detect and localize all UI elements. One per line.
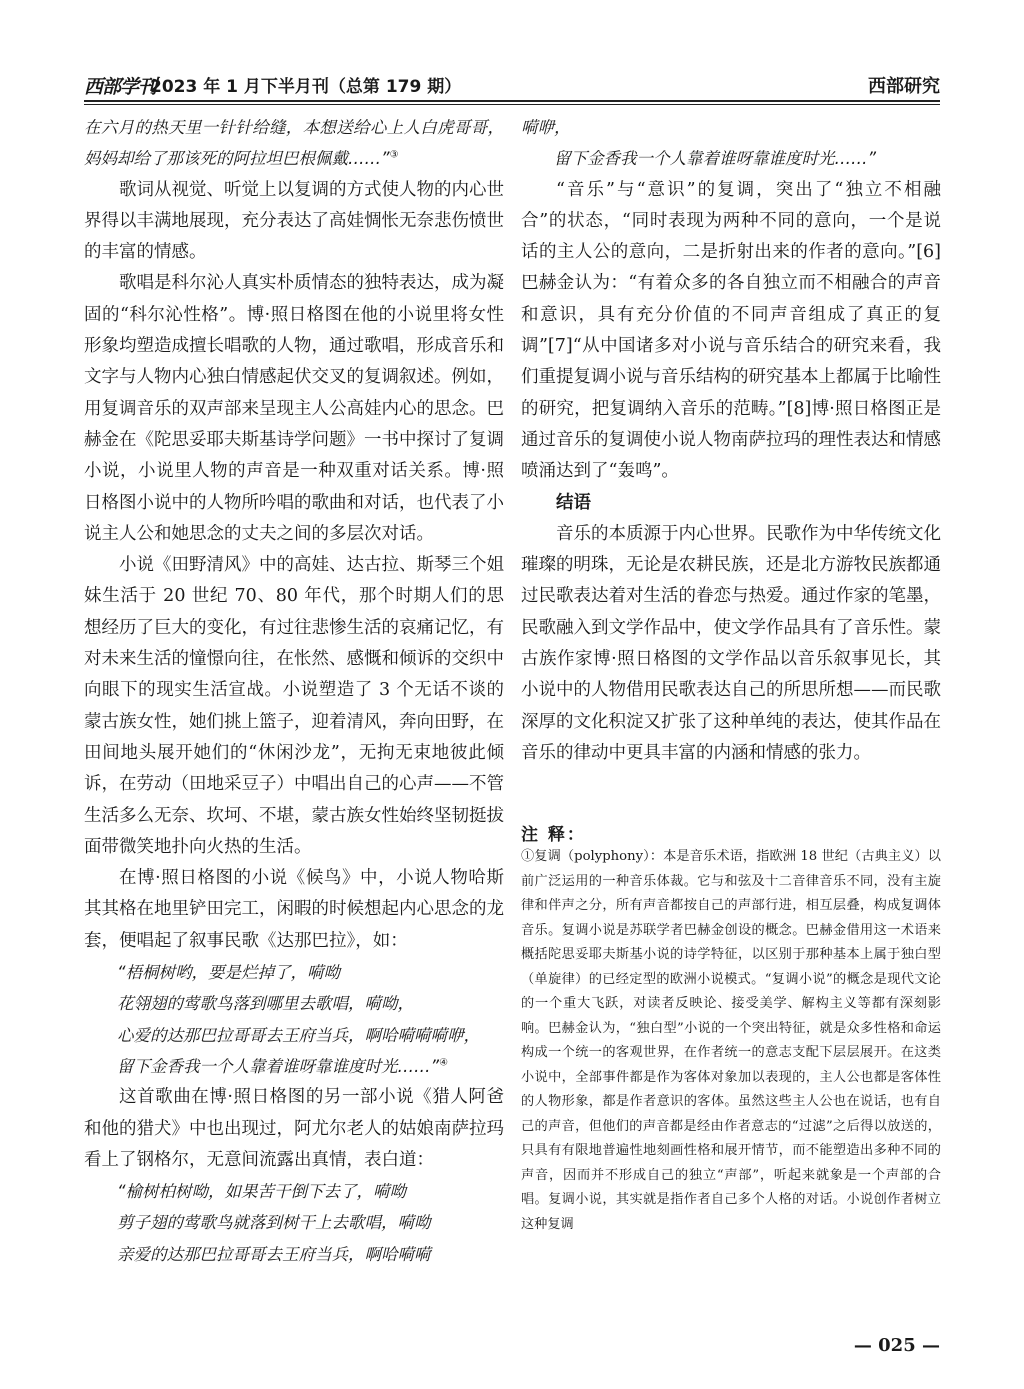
song-line [84,957,504,988]
text: 嗬咿， [521,118,571,137]
text: “音乐”与“意识”的复调，突出了“独立不相融合”的状态，“同时表现为两种不同的意向，一个是说话的主人公的意向，二是折射出来的作者的意向。”[6]巴赫金认为：“有着众多的各自独立而不相融合的声音和意识，具有充分价值的不同声音组成了真正的复调”[7]“从中国诸多对小说与音乐结合的研究来看，我们重提复调小说与音乐结构的研究基本上都属于比喻性的研究，把复调纳入音乐的范畴。”[8]博·照日格图正是通过音乐的复调使小说人物南萨拉玛的理性表达和情感喷涌达到了“轰鸣”。 [521,179,941,482]
song-line [84,1020,504,1051]
issue-info: 2023 年 1 月下半月刊（总第 179 期） [150,77,462,97]
note-item: ①复调（polyphony）：本是音乐术语，指欧洲 18 世纪（古典主义）以前广泛运用的一种音乐体裁。它与和弦及十二音律音乐不同，没有主旋律和伴声之分，所有声音都按自己的声部行进，相互层叠，构成复调体音乐。复调小说是苏联学者巴赫金创设的概念。巴赫金借用这一术语来概括陀思妥耶夫斯基小说的诗学特征，以区别于那种基本上属于独白型（单旋律）的已经定型的欧洲小说模式。“复调小说”的概念是现代文论的一个重大飞跃，对读者反映论、接受美学、解构主义等都有深刻影响。巴赫金认为，“独白型”小说的一个突出特征，就是众多性格和命运构成一个统一的客观世界，在作者统一的意志支配下层层展开。在这类小说中，全部事件都是作为客体对象加以表现的，主人公也都是客体性的人物形象，都是作者意识的客体。虽然这些主人公也在说话，也有自己的声音，但他们的声音都是经由作者意志的“过滤”之后得以放送的，只具有有限地普遍性地刻画性格和展开情节，而不能塑造出多种不同的声音，因而并不形成自己的独立“声部”，听起来就象是一个声部的合唱。复调小说，其实就是指作者自己多个人格的对话。小说创作者树立这种复调 [521,849,941,1232]
section-heading [521,488,941,519]
text: 音乐的本质源于内心世界。民歌作为中华传统文化璀璨的明珠，无论是农耕民族，还是北方游牧民族都通过民歌表达着对生活的眷恋与热爱。通过作家的笔墨，民歌融入到文学作品中，使文学作品具有了音乐性。蒙古族作家博·照日格图的文学作品以音乐叙事见长，其小说中的人物借用民歌表达自己的所思所想——而民歌深厚的文化积淀又扩张了这种单纯的表达，使其作品在音乐的律动中更具丰富的内涵和情感的张力。 [521,523,941,763]
left-column [84,112,504,1270]
page-number: — 025 — [853,1335,940,1356]
song-line [84,1051,504,1082]
text: 留下金香我一个人靠着谁呀靠谁度时光……” [554,149,877,169]
song-line [84,1176,504,1207]
text: 歌词从视觉、听觉上以复调的方式使人物的内心世界得以丰满地展现，充分表达了高娃惆怅无奈悲伤愤世的丰富的情感。 [84,179,504,263]
song-line [521,143,941,174]
song-line [84,1239,504,1270]
paragraph [521,175,941,488]
text: 心爱的达那巴拉哥哥去王府当兵，啊哈嗬嗬嗬咿， [117,1025,480,1045]
header-rule [84,100,940,102]
footnote-marker: ③ [389,149,399,161]
paragraph [521,519,941,769]
text: 在六月的热天里一针针给缝，本想送给心上人白虎哥哥，妈妈却给了那该死的阿拉坦巴根佩戴……” [84,118,504,169]
notes-title: 注 释： [521,825,586,845]
text: 歌唱是科尔沁人真实朴质情态的独特表达，成为凝固的“科尔沁性格”。博·照日格图在他的小说里将女性形象均塑造成擅长唱歌的人物，通过歌唱，形成音乐和文字与人物内心独白情感起伏交叉的复调叙述。例如，用复调音乐的双声部来呈现主人公高娃内心的思念。巴赫金在《陀思妥耶夫斯基诗学问题》一书中探讨了复调小说，小说里人物的声音是一种双重对话关系。博·照日格图小说中的人物所吟唱的歌曲和对话，也代表了小说主人公和她思念的丈夫之间的多层次对话。 [84,273,504,544]
song-line [84,112,504,175]
text: 这首歌曲在博·照日格图的另一部小说《猎人阿爸和他的猎犬》中也出现过，阿尤尔老人的姑娘南萨拉玛看上了钢格尔，无意间流露出真情，表白道： [84,1087,504,1170]
text: 花翎翅的莺歌鸟落到哪里去歌唱，嗬呦， [117,994,414,1014]
right-column [521,112,941,769]
song-line [84,988,504,1019]
text: 小说《田野清风》中的高娃、达古拉、斯琴三个姐妹生活于 20 世纪 70、80 年代，那个时期人们的思想经历了巨大的变化，有过往悲惨生活的哀痛记忆，有对未来生活的憧憬向往，在怅然、感慨和倾诉的交织中向眼下的现实生活宣战。小说塑造了 3 个无话不谈的蒙古族女性，她们挑上篮子，迎着清风，奔向田野，在田间地头展开她们的“休闲沙龙”，无拘无束地彼此倾诉，在劳动（田地采豆子）中唱出自己的心声——不管生活多么无奈、坎坷、不堪，蒙古族女性始终坚韧挺拔面带微笑地扑向火热的生活。 [84,555,504,857]
text: 留下金香我一个人靠着谁呀靠谁度时光……” [117,1056,440,1076]
text: “梧桐树哟，要是烂掉了，嗬呦 [117,963,341,983]
journal-logo: 西部学刊 [84,76,157,98]
text: 亲爱的达那巴拉哥哥去王府当兵，啊哈嗬嗬 [117,1244,431,1264]
footnote-marker: ④ [439,1057,449,1069]
paragraph [84,863,504,957]
paragraph [84,268,504,550]
paragraph [84,175,504,269]
page-header [84,60,940,100]
text: 在博·照日格图的小说《候鸟》中，小说人物哈斯其其格在地里铲田完工，闲暇的时候想起内心思念的龙套，便唱起了叙事民歌《达那巴拉》，如： [84,868,504,951]
song-line [84,1207,504,1238]
text: 结语 [556,492,591,513]
text: “榆树柏树呦，如果苦干倒下去了，嗬呦 [117,1182,407,1202]
paragraph [84,1082,504,1176]
song-line [521,112,941,143]
section-title: 西部研究 [868,76,940,97]
paragraph [84,550,504,863]
notes [521,845,941,1237]
header-rule-thin [84,104,940,105]
text: 剪子翅的莺歌鸟就落到树干上去歌唱，嗬呦 [117,1213,431,1233]
